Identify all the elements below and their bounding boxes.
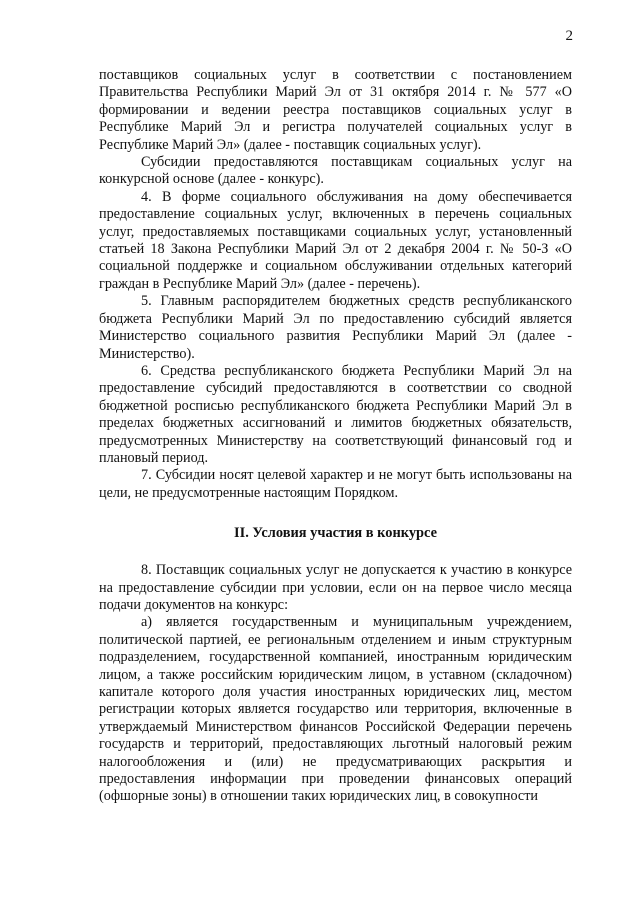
paragraph-6: 6. Средства республиканского бюджета Республики Марий Эл на предоставление субсидий предоставляются в соответствии со сводной бюджетной росписью республиканского бюджета Республики Марий Эл в пределах бюджетных ассигнований и лимитов бюджетных обязательств, предусмотренных Министерству на соответствующий финансовый год и плановый период.	[99, 362, 572, 466]
paragraph-5: 5. Главным распорядителем бюджетных средств республиканского бюджета Республики Марий Эл по предоставлению субсидий является Министерство социального развития Республики Марий Эл (далее - Министерство).	[99, 293, 572, 362]
paragraph-continuation: поставщиков социальных услуг в соответствии с постановлением Правительства Республики Марий Эл от 31 октября 2014 г. № 577 «О формировании и ведении реестра поставщиков социальных услуг в Республике Марий Эл и регистра получателей социальных услуг в Республике Марий Эл» (далее - поставщик социальных услуг).	[99, 67, 572, 153]
section-heading: II. Условия участия в конкурсе	[234, 525, 437, 542]
page-number: 2	[565, 28, 573, 44]
paragraph-subsidies: Субсидии предоставляются поставщикам социальных услуг на конкурсной основе (далее - конкурс).	[99, 154, 572, 188]
paragraph-4: 4. В форме социального обслуживания на дому обеспечивается предоставление социальных услуг, включенных в перечень социальных услуг, предоставляемых поставщиками социальных услуг, установленный статьей 18 Закона Республики Марий Эл от 2 декабря 2004 г. № 50-З «О социальной поддержке и социальном обслуживании отдельных категорий граждан в Республике Марий Эл» (далее - перечень).	[99, 188, 572, 292]
paragraph-8: 8. Поставщик социальных услуг не допускается к участию в конкурсе на предоставление субсидии при условии, если он на первое число месяца подачи документов на конкурс:	[99, 562, 572, 613]
paragraph-8a: а) является государственным и муниципальным учреждением, политической партией, ее региональным отделением и иным структурным подразделением, государственной компанией, иностранным юридическим лицом, а также российским юридическим лицом, в уставном (складочном) капитале которого доля участия иностранных юридических лиц, местом регистрации которых является государство или территория, включенные в утверждаемый Министерством финансов Российской Федерации перечень государств и территорий, предоставляющих льготный налоговый режим налогообложения и (или) не предусматривающих раскрытия и предоставления информации при проведении финансовых операций (офшорные зоны) в отношении таких юридических лиц, в совокупности	[99, 614, 572, 805]
document-body	[99, 67, 572, 806]
paragraph-7: 7. Субсидии носят целевой характер и не могут быть использованы на цели, не предусмотренные настоящим Порядком.	[99, 467, 572, 501]
